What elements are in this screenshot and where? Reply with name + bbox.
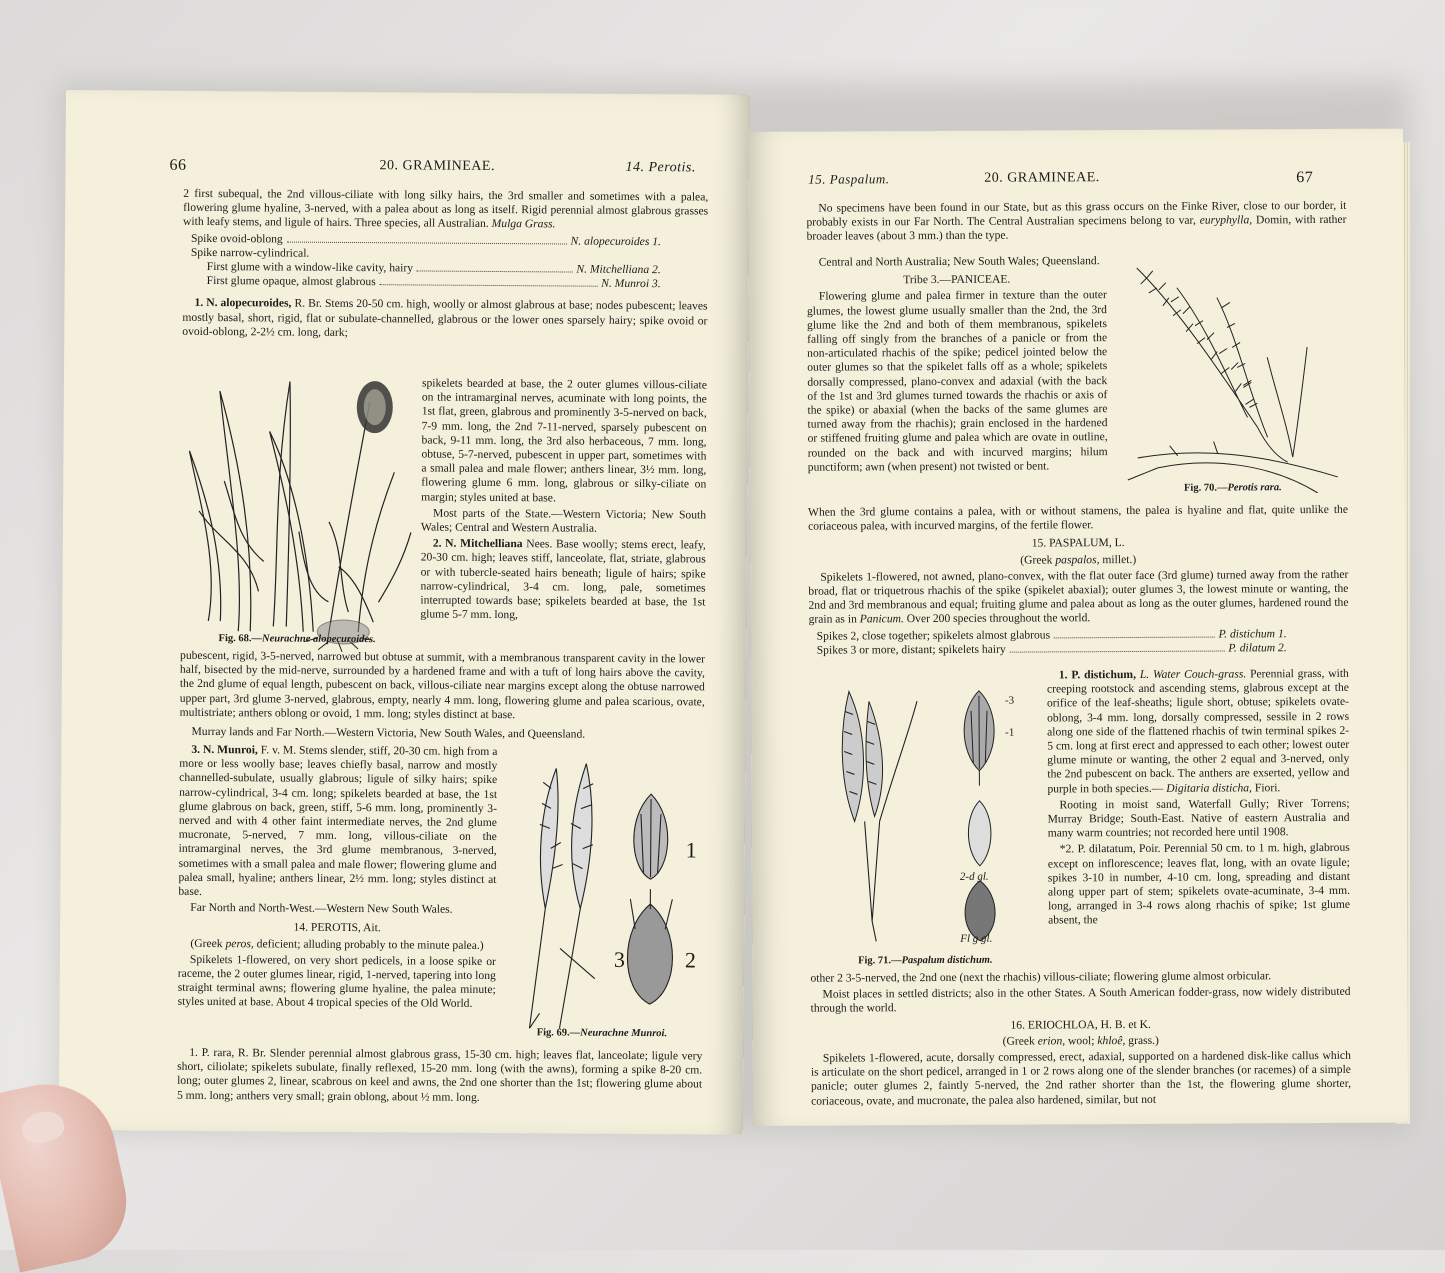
key-line: First glume opaque, almost glabrous N. Munroi 3. [206,274,661,291]
sp1-para-b: spikelets bearded at base, the 2 outer glumes villous-ciliate on the intramarginal nerves, acuminate with long points, the 1st flat, green, glabrous and prominently 3-5-nerved on back, 7-9 mm. long, the 2nd 7-11-nerved, sparsely pubescent on back, 9-11 mm. long, the 3rd also herbaceous, 7 mm. long, obtuse, 5-7-nerved, pubescent in upper part, sometimes with a small palea and male flower; anthers linear, 3½ mm. long, flowering glume 6 mm. long, glabrous or silky-ciliate on margin; styles united at base. [421,376,708,505]
intro-common-name: Mulga Grass. [491,217,556,231]
tribe-text-a: Flowering glume and palea firmer in texture than the outer glumes, the lowest glume usually smaller than the 2nd, the 3rd glume like the 2nd and both of them membranous, spikelets falling off singly from the branches of a panicle or from the non-articulated rhachis of the spike; pedicel jointed below the outer glumes so that the spikelet falls off as a whole; spikelets dorsally compressed, plano-convex and adaxial (with the back of the 1st and 3rd glumes turned towards the rhachis or axis of the spike) or abaxial (when the backs of the same glumes are turned away from the rhachis); grain enclosed in the hardened or stiffened fruiting glume and palea which are ovate in outline, rounded on the back and with incurved margins; hilum punctiform; awn (when present) not twisted or bent. [806,288,1108,474]
fig71-caption: Fig. 71.—Paspalum distichum. [858,954,993,967]
fig70-drawing [1117,257,1348,494]
fig70-caption: Fig. 70.—Perotis rara. [1183,482,1282,494]
genus14-etymology: (Greek peros, deficient; alluding probably to the minute palea.) [190,936,484,952]
right-text-top [806,199,1346,246]
pdil-distribution: Moist places in settled districts; also in the other States. A South American fodder-grass, now widely distributed through the world. [810,985,1351,1016]
sp2-para-b: pubescent, rigid, 3-5-nerved, narrowed but obtuse at summit, with a membranous transparent cavity in the lower half, bisected by the mid-nerve, surrounded by a hardened frame and with a tuft of long hairs above the cavity, the 2nd glume of equal length, pubescent on back, villous-ciliate near margins except along the obtuse narrowed upper part, 3rd glume 3-nerved, glabrous, empty, nearly 4 mm. long, flowering glume and palea scarious, ovate, multistriate; anthers oblong or ovoid, 1 mm. long; styles distinct at base. [179,648,706,721]
left-text-sp1-b [420,376,707,625]
genus15-etymology: (Greek paspalos, millet.) [1020,552,1137,567]
fig69-caption: Fig. 69.—Neurachne Munroi. [536,1027,668,1040]
perotis-rara-name: 1. P. rara, [189,1045,235,1060]
pdil-para-b: other 2 3-5-nerved, the 2nd one (next the rhachis) villous-ciliate; flowering glume almost orbicular. [810,969,1272,985]
right-text-bottom [810,969,1351,1111]
genus14-description: Spikelets 1-flowered, on very short pedicels, in a loose spike or raceme, the 2 outer glumes linear, rigid, 1-nerved, tapering into long straight terminal awns; flowering glume hyaline, the palea minute; styles united at base. About 4 tropical species of the Old World. [177,952,496,1011]
figure-68 [178,361,418,653]
genus15-title: 15. PASPALUM, L. [1031,536,1125,550]
sp1-distribution: Most parts of the State.—Western Victoria; New South Wales; Central and Western Australia. [420,506,707,535]
fig68-caption: Fig. 68.—Neurachne alopecuroides. [218,633,376,646]
sp2-name: 2. N. Mitchelliana [432,536,523,551]
right-header-genus: 15. Paspalum. [808,171,890,187]
fig68-drawing [178,361,418,653]
perotis-rara-para: 1. P. rara, R. Br. Slender perennial almost glabrous grass, 15-30 cm. high; leaves flat, lanceolate; ligule very short, ciliolate; spikelets subulate, finally reflexed, 15-20 mm. long (with the awns), forming a spike 8-20 cm. long; outer glumes 2, linear, scabrous on keel and awns, the 2nd one shorter than the 1st; flowering glume about 5 mm. long; anthers very small; grain oblong, about ½ mm. long. [176,1045,703,1104]
tribe-text-b: When the 3rd glume contains a palea, with or without stamens, the palea is hyaline and flat, quite unlike the coriaceous palea, with incurved margins, of the fertile flower. [807,502,1349,533]
figure-71 [809,670,1040,949]
pd-distribution: Rooting in moist sand, Waterfall Gully; River Torrens; Murray Bridge; South-East. Native of eastern Australia and many warm countries; not recorded here until 1908. [1047,796,1350,840]
left-key [183,231,708,291]
left-text-sp3 [178,743,498,1014]
fig69-label-1: 1 [685,837,697,863]
fig69-label-2: 2 [684,947,697,973]
figure-69 [499,748,706,1039]
key-line: Spikes 3 or more, distant; spikelets hairy P. dilatum 2. [816,641,1287,657]
right-text-pd [1047,667,1350,930]
genus16-title: 16. ERIOCHLOA, H. B. et K. [1010,1017,1151,1032]
left-intro [183,187,708,233]
left-text-perotis [177,1046,702,1108]
right-header-title: 20. GRAMINEAE. [984,170,1100,186]
pd-name: 1. P. distichum, [1058,667,1137,682]
key-line: Spikes 2, close together; spikelets almost glabrous P. distichum 1. [816,626,1287,643]
fig71-label-gl2: 2-d gl. [959,870,989,883]
right-page [748,129,1408,1126]
key-line: Spike ovoid-oblong N. alopecuroides 1. [190,231,662,248]
fig71-drawing [809,670,1040,949]
left-header-genus: 14. Perotis. [625,159,696,176]
sp3-distribution: Far North and North-West.—Western New South Wales. [190,901,453,916]
genus15-description: Spikelets 1-flowered, not awned, plano-convex, with the flat outer face (3rd glume) turned away from the rather broad, flat or triquetrous rhachis of the spike (spikelet abaxial); outer glumes 3, the lowest minute or wanting, the 2nd and 3rd membranous and equal; fruiting glume and palea about as long as the outer glumes, hardened round the grain as in Panicum. Over 200 species throughout the world. [808,567,1349,627]
left-folio: 66 [169,156,187,174]
left-page [59,90,750,1135]
sp3-para: 3. N. Munroi, F. v. M. Stems slender, stiff, 20-30 cm. high from a more or less woolly base; leaves chiefly basal, narrow and mostly channelled-subulate, usually glabrous; ligule of silky hairs; spike narrow-cylindrical, 3-4 cm. long; spikelets bearded at base, the 1st glume glabrous on back, green, stiff, 5-6 mm. long, prominently 3-nerved and with 4 other faint intermediate nerves, the 2nd glume mucronate, 5-nerved, 7 mm. long, villous-ciliate on the intramarginal nerves, the 3rd glume membranous, 3-nerved, sometimes with a small palea and male flower; flowering glume and palea small, hyaline; anthers linear, 2½ mm. long; styles distinct at base. [178,742,498,898]
right-text-tribe-b [808,503,1349,658]
genus14-title: 14. PEROTIS, Ait. [293,921,381,935]
figure-70 [1117,257,1348,494]
right-intro: No specimens have been found in our State, but as this grass occurs on the Finke River, close to our border, it probably exists in our Far North. The Central Australian specimens belong to var, euryphylla, Domin, with rather broader leaves (about 3 mm.) than the type. [806,198,1347,244]
pd-para: 1. P. distichum, L. Water Couch-grass. Perennial grass, with creeping rootstock and ascending stems, glabrous except at the orifice of the leaf-sheaths; ligule short, obtuse; spikelets ovate-oblong, 3-4 mm. long, dorsally compressed, sessile in 2 rows along one side of the flattened rhachis of twin terminal spikes 2-5 cm. long at first erect and appressed to each other; lowest outer glume minute or wanting, the other 2 equal and 3-nerved, only the 2nd pubescent on back. The anthers are exserted, yellow and purple in both species.— Digitaria disticha, Fiori. [1046,666,1350,796]
sp3-name: 3. N. Munroi, [191,742,258,757]
intro-text: 2 first subequal, the 2nd villous-ciliate with long silky hairs, the 3rd smaller and sometimes with a palea, flowering glume hyaline, 3-nerved, with a palea about as long as itself. Rigid perennial almost glabrous grasses with leafy stems, and ligule of hairs. Three species, all Australian. [183,186,709,231]
genus16-etymology: (Greek erion, wool; khloê, grass.) [1002,1033,1159,1048]
fig69-label-3: 3 [613,946,626,972]
sp2-distribution: Murray lands and Far North.—Western Victoria, New South Wales, and Queensland. [191,724,586,741]
key-line: First glume with a window-like cavity, hairy N. Mitchelliana 2. [206,260,661,277]
genus16-description: Spikelets 1-flowered, acute, dorsally compressed, erect, adaxial, supported on a hardened disk-like callus which is articulate on the short pedicel, arranged in 1 or 2 rows along one of the slender branches (or racemes) of a simple panicle; outer glumes 2, faintly 5-nerved, the 2nd rather shorter than the 1st, the flowering glume shorter, coriaceous, ovate, and mucronate, the palea also hardened, similar, but not [810,1048,1352,1108]
fig71-label-1: -1 [1005,726,1015,739]
pdil-name: *2. P. dilatatum, [1059,842,1136,856]
fig71-label-flg: Fl g gl. [960,932,993,945]
sp1-name: 1. N. alopecuroides, [194,296,292,311]
fig69-drawing [499,748,706,1039]
sp2-para-a: 2. N. Mitchelliana Nees. Base woolly; stems erect, leafy, 20-30 cm. high; leaves stiff, lanceolate, flat, striate, glabrous or with tubercle-seated hairs beneath; ligule of hairs; spike narrow-cylindrical, 3-4 cm. long, pale, sometimes interrupted towards base; spikelets bearded at base, the 1st glume 5-7 mm. long, [420,536,706,622]
left-header-title: 20. GRAMINEAE. [379,158,496,174]
right-intro-distribution: Central and North Australia; New South Wales; Queensland. [818,254,1100,269]
left-text-sp2-b [179,649,705,745]
pdil-para: *2. P. dilatatum, Poir. Perennial 50 cm. to 1 m. high, glabrous except on inflorescence; leaves flat, long, with an ovate ligule; spikes 3-10 in number, 4-10 cm. long, spreading and distant along upper part of stem; spikelets ovate-acuminate, 3-4 mm. long, arranged in 3-4 rows along rhachis of spike; 1st glume absent, the [1047,841,1351,927]
left-text-top [182,187,708,345]
fig71-label-3: -3 [1004,694,1015,707]
tribe-title: Tribe 3.—PANICEAE. [903,272,1011,287]
right-folio: 67 [1296,169,1314,187]
sp1-para-a: 1. N. alopecuroides, R. Br. Stems 20-50 cm. high, woolly or almost glabrous at base; nodes pubescent; leaves mostly basal, short, rigid, flat or subulate-channelled, glabrous or the lower ones sparsely hairy; spike ovoid or ovoid-oblong, 2-2½ cm. long, dark; [182,296,708,339]
key-line: Spike narrow-cylindrical. [190,245,310,260]
right-text-tribe [807,254,1108,477]
